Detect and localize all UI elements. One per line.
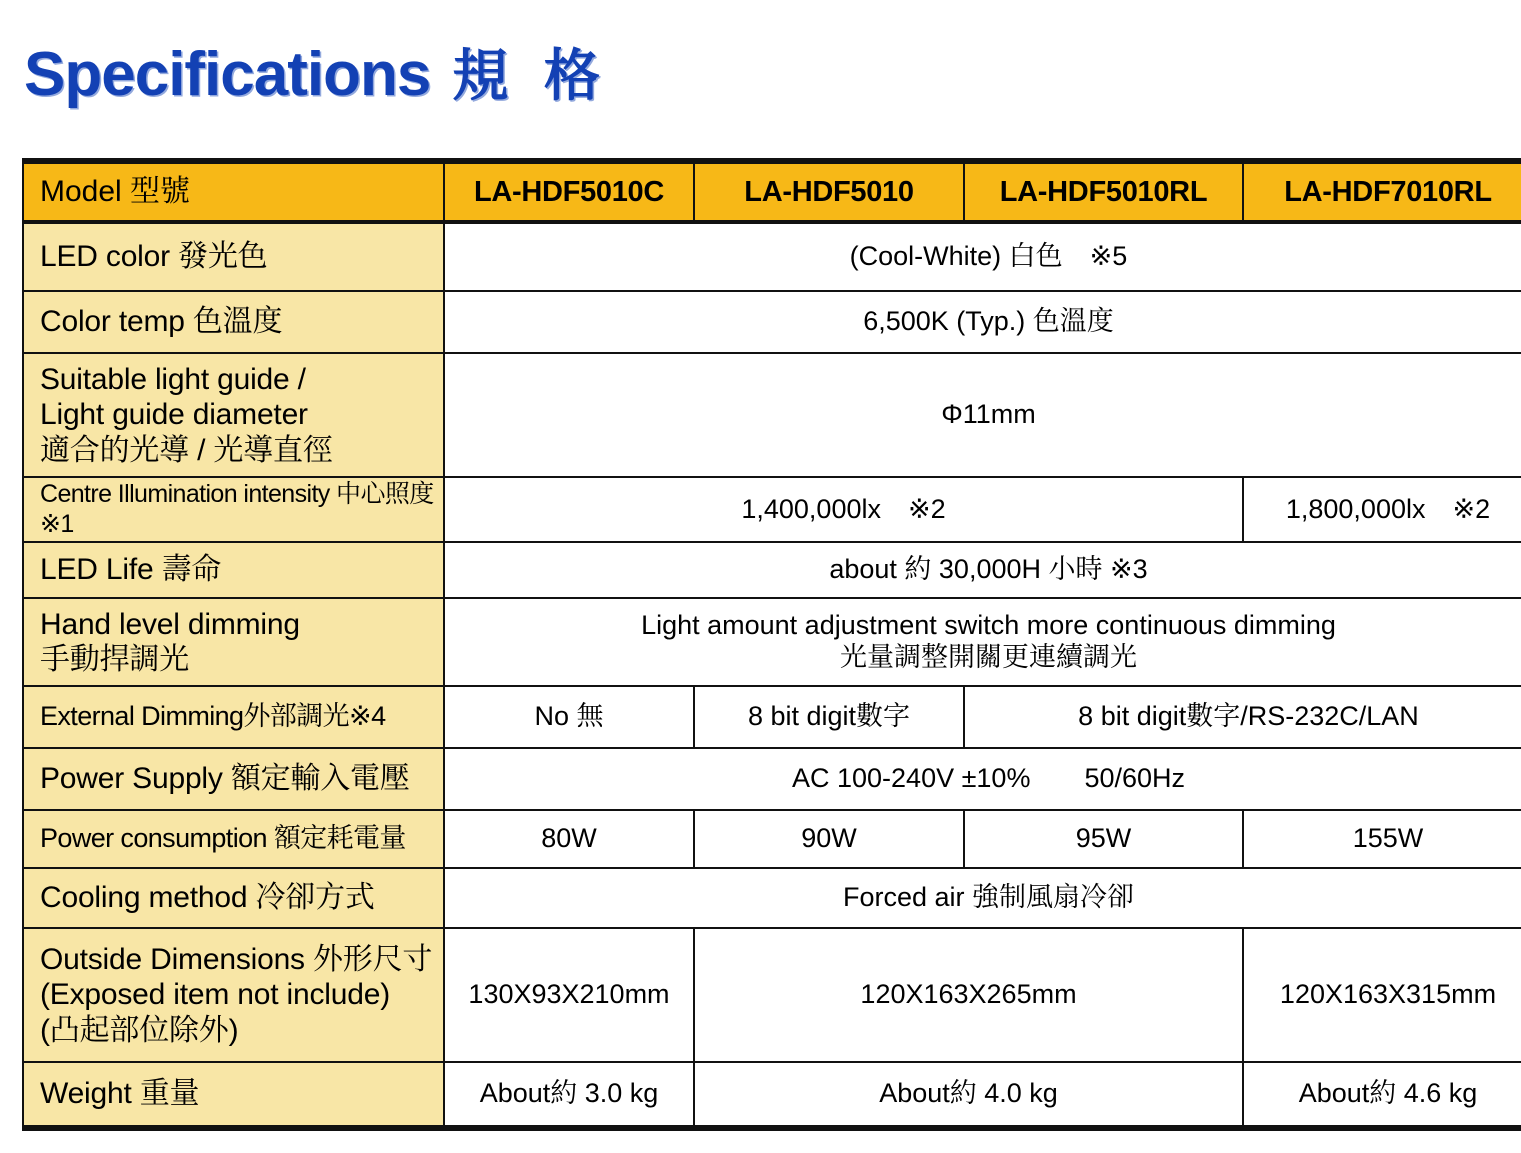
row-value-weight-3: About約 4.6 kg — [1243, 1062, 1521, 1128]
row-value-outside-dimensions-1: 130X93X210mm — [444, 928, 694, 1062]
row-label-outside-dimensions-line3: (凸起部位除外) — [40, 1013, 239, 1047]
row-value-color-temp: 6,500K (Typ.) 色溫度 — [444, 291, 1521, 353]
row-label-intensity: Centre Illumination intensity 中心照度 ※1 — [23, 477, 444, 542]
page-title-english: Specifications — [24, 40, 431, 109]
table-row-hand-dimming — [23, 598, 1521, 686]
row-value-power-consumption-3: 95W — [964, 810, 1243, 868]
row-label-power-consumption: Power consumption 額定耗電量 — [23, 810, 444, 868]
table-row-power-supply — [23, 748, 1521, 810]
row-value-external-dimming-2: 8 bit digit數字 — [694, 686, 964, 748]
table-row-color-temp — [23, 291, 1521, 353]
row-value-hand-dimming-line2: 光量調整開關更連續調光 — [840, 642, 1137, 672]
row-value-intensity-2: 1,800,000lx ※2 — [1243, 477, 1521, 542]
table-row-outside-dimensions — [23, 928, 1521, 1062]
header-model-2: LA-HDF5010 — [694, 161, 964, 222]
row-value-hand-dimming-line1: Light amount adjustment switch more continuous dimming — [641, 610, 1336, 641]
row-value-power-consumption-2: 90W — [694, 810, 964, 868]
table-header-row — [23, 161, 1521, 222]
table-row-power-consumption — [23, 810, 1521, 868]
row-value-led-color: (Cool-White) 白色 ※5 — [444, 222, 1521, 291]
header-model-4: LA-HDF7010RL — [1243, 161, 1521, 222]
table-row-cooling-method — [23, 868, 1521, 928]
row-value-outside-dimensions-3: 120X163X315mm — [1243, 928, 1521, 1062]
table-row-light-guide — [23, 353, 1521, 477]
page-title-chinese: 規 格 — [452, 44, 610, 107]
table-row-led-color — [23, 222, 1521, 291]
header-model-3: LA-HDF5010RL — [964, 161, 1243, 222]
table-row-intensity — [23, 477, 1521, 542]
row-label-led-color: LED color 發光色 — [23, 222, 444, 291]
row-label-hand-dimming-line2: 手動捍調光 — [40, 643, 189, 676]
row-value-cooling-method: Forced air 強制風扇冷卻 — [444, 868, 1521, 928]
row-label-light-guide — [23, 353, 444, 477]
row-value-outside-dimensions-2: 120X163X265mm — [694, 928, 1243, 1062]
row-value-power-supply: AC 100-240V ±10% 50/60Hz — [444, 748, 1521, 810]
row-value-led-life: about 約 30,000H 小時 ※3 — [444, 542, 1521, 598]
row-label-light-guide-line2: Light guide diameter — [40, 398, 308, 432]
table-row-weight — [23, 1062, 1521, 1128]
row-label-hand-dimming — [23, 598, 444, 686]
row-label-light-guide-line1: Suitable light guide / — [40, 362, 306, 396]
row-label-power-supply: Power Supply 額定輸入電壓 — [23, 748, 444, 810]
table-row-external-dimming — [23, 686, 1521, 748]
row-label-cooling-method: Cooling method 冷卻方式 — [23, 868, 444, 928]
row-value-light-guide: Φ11mm — [444, 353, 1521, 477]
row-value-hand-dimming — [444, 598, 1521, 686]
row-label-led-life: LED Life 壽命 — [23, 542, 444, 598]
row-label-hand-dimming-line1: Hand level dimming — [40, 607, 300, 641]
row-value-weight-1: About約 3.0 kg — [444, 1062, 694, 1128]
specifications-table — [22, 158, 1521, 1131]
row-value-weight-2: About約 4.0 kg — [694, 1062, 1243, 1128]
row-label-outside-dimensions-line2: (Exposed item not include) — [40, 978, 390, 1012]
row-value-external-dimming-3: 8 bit digit數字/RS-232C/LAN — [964, 686, 1521, 748]
row-label-color-temp: Color temp 色溫度 — [23, 291, 444, 353]
row-label-external-dimming: External Dimming外部調光※4 — [23, 686, 444, 748]
row-label-outside-dimensions-line1: Outside Dimensions 外形尺寸 — [40, 942, 433, 976]
row-label-light-guide-line3: 適合的光導 / 光導直徑 — [40, 433, 333, 467]
row-value-external-dimming-1: No 無 — [444, 686, 694, 748]
page-title — [24, 40, 610, 109]
row-label-outside-dimensions — [23, 928, 444, 1062]
table-row-led-life — [23, 542, 1521, 598]
row-value-intensity-1: 1,400,000lx ※2 — [444, 477, 1243, 542]
row-value-power-consumption-4: 155W — [1243, 810, 1521, 868]
header-label-model: Model 型號 — [23, 161, 444, 222]
row-label-weight: Weight 重量 — [23, 1062, 444, 1128]
row-value-power-consumption-1: 80W — [444, 810, 694, 868]
header-model-1: LA-HDF5010C — [444, 161, 694, 222]
